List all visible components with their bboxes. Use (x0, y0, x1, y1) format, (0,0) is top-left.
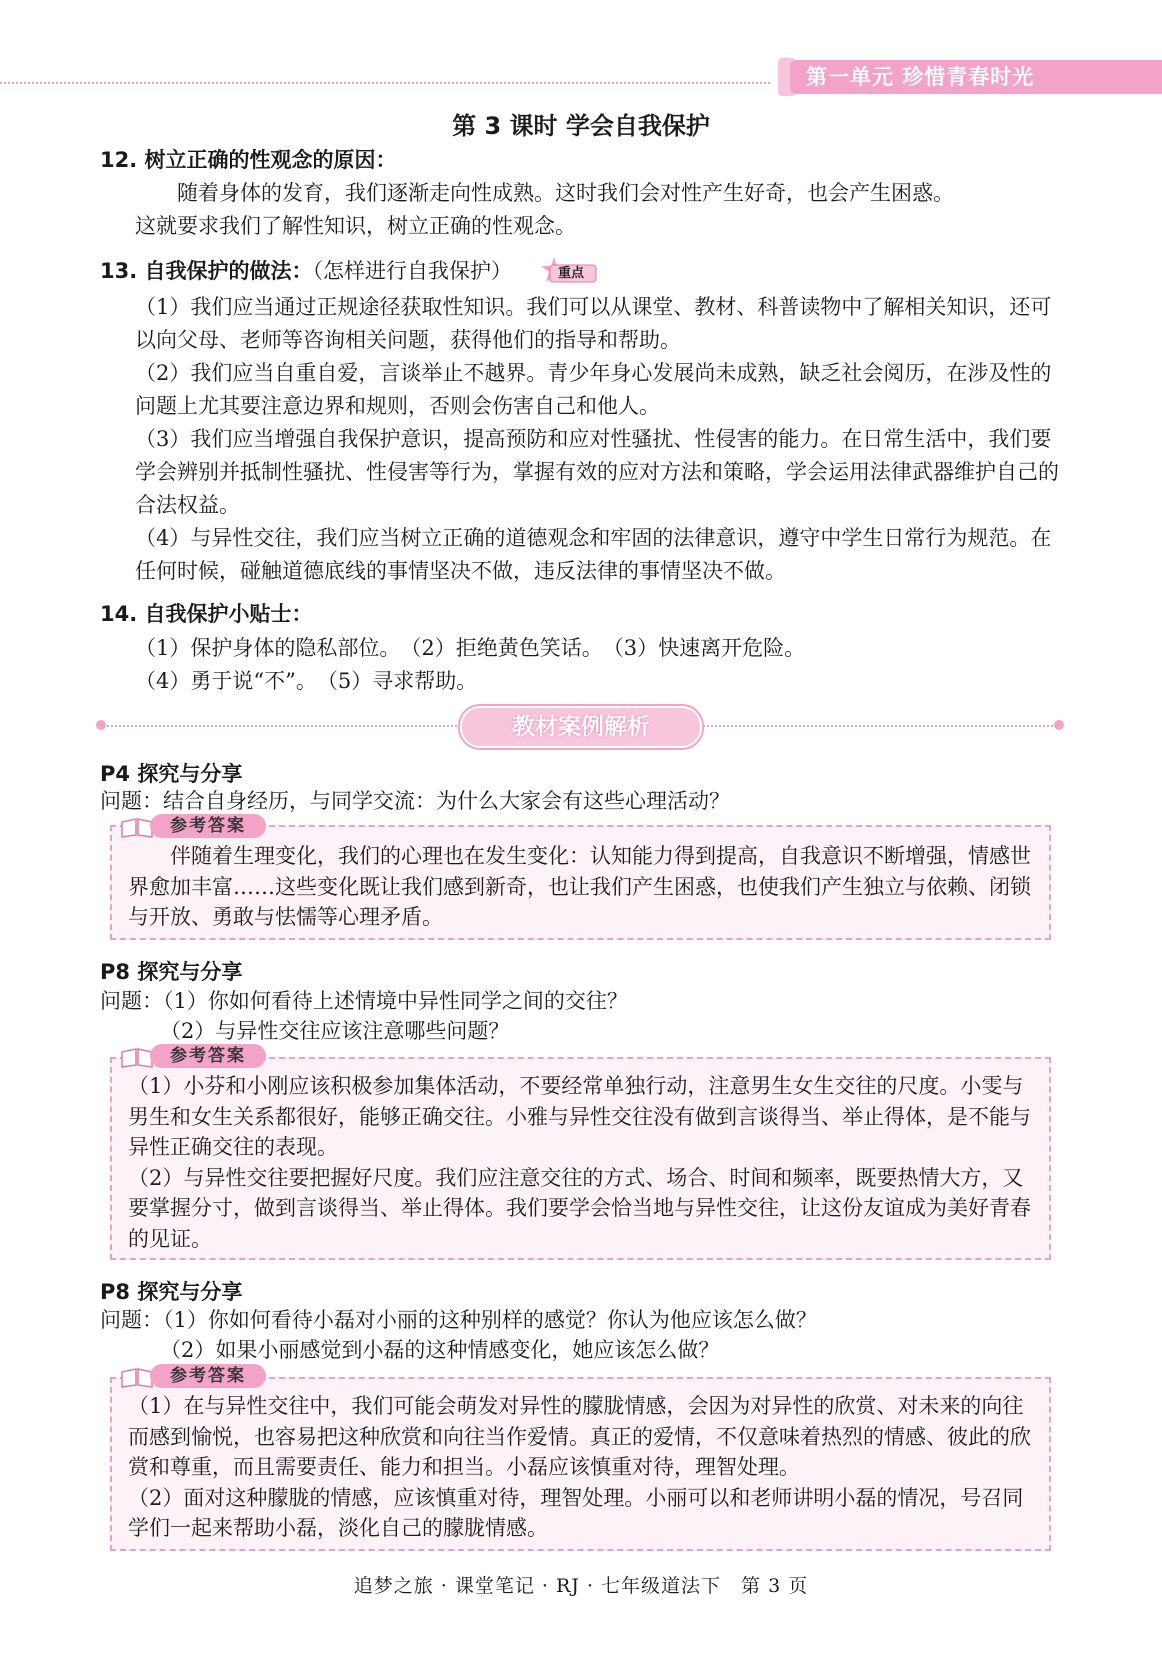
divider-label: 教材案例解析 (460, 706, 702, 748)
book-icon (120, 1366, 154, 1388)
case-1-answer: 伴随着生理变化，我们的心理也在发生变化：认知能力得到提高，自我意识不断增强，情感世界愈加丰富……这些变化既让我们感到新奇，也让我们产生困惑，也使我们产生独立与依赖、闭锁与开放、勇敢与怯懦等心理矛盾。 (128, 844, 1031, 929)
unit-label: 第一单元 珍惜青春时光 (806, 65, 1035, 89)
badge-label: 重点 (558, 266, 585, 281)
case-3-question-2: （2）如果小丽感觉到小磊的这种情感变化，她应该怎么做？ (160, 1338, 720, 1362)
case-3-question-1: 问题：（1）你如何看待小磊对小丽的这种别样的感觉？你认为他应该怎么做？ (100, 1308, 817, 1332)
page-footer: 追梦之旅 · 课堂笔记 · RJ · 七年级道法下 第 3 页 (353, 1575, 809, 1597)
case-3-heading: P8 探究与分享 (100, 1280, 243, 1304)
case-2-question-2: （2）与异性交往应该注意哪些问题？ (160, 1019, 510, 1043)
section-14-heading: 14. 自我保护小贴士： (100, 602, 313, 626)
case-2-answer-box (110, 1057, 1051, 1260)
section-13-item-2: （2）我们应当自重自爱，言谈举止不越界。青少年身心发展尚未成熟，缺乏社会阅历，在涉及性的问题上尤其要注意边界和规则，否则会伤害自己和他人。 (135, 361, 1052, 418)
case-3-answer-2: （2）面对这种朦胧的情感，应该慎重对待，理智处理。小丽可以和老师讲明小磊的情况，号召同学们一起来帮助小磊，淡化自己的朦胧情感。 (128, 1485, 1024, 1540)
divider-dot-left (96, 720, 106, 730)
section-12-line: 随着身体的发育，我们逐渐走向性成熟。这时我们会对性产生好奇，也会产生困惑。 (177, 181, 954, 205)
divider-dot-right (1054, 720, 1064, 730)
key-point-badge (540, 256, 590, 284)
case-3-answer-box (110, 1377, 1051, 1551)
case-1-heading: P4 探究与分享 (100, 762, 243, 786)
case-3-answer-1: （1）在与异性交往中，我们可能会萌发对异性的朦胧情感，会因为对异性的欣赏、对未来的向往而感到愉悦，也容易把这种欣赏和向往当作爱情。真正的爱情，不仅意味着热烈的情感、彼此的欣赏和尊重，而且需要责任、能力和担当。小磊应该慎重对待，理智处理。 (128, 1394, 1031, 1479)
section-13-heading-note: （怎样进行自我保护） (312, 259, 513, 283)
section-12-body-2 (135, 210, 1060, 243)
case-2-heading: P8 探究与分享 (100, 960, 243, 984)
section-13-heading-text: 13. 自我保护的做法： (100, 259, 313, 283)
section-12-body (135, 177, 1060, 210)
case-2-question-1: 问题：（1）你如何看待上述情境中异性同学之间的交往？ (100, 989, 628, 1013)
book-icon (120, 816, 154, 838)
section-14-line-1: （1）保护身体的隐私部位。 （2）拒绝黄色笑话。 （3）快速离开危险。 (135, 636, 806, 660)
section-13-item-1: （1）我们应当通过正规途径获取性知识。我们可以从课堂、教材、科普读物中了解相关知识，还可以向父母、老师等咨询相关问题，获得他们的指导和帮助。 (135, 295, 1052, 352)
case-1-answer-box (110, 825, 1051, 940)
header-rule (0, 82, 770, 84)
section-13-heading (100, 255, 512, 285)
case-2-answer-2: （2）与异性交往要把握好尺度。我们应注意交往的方式、场合、时间和频率，既要热情大方，又要掌握分寸，做到言谈得当、举止得体。我们要学会恰当地与异性交往，让这份友谊成为美好青春的见证。 (128, 1165, 1031, 1251)
answer-tag: 参考答案 (150, 1044, 266, 1068)
answer-tag: 参考答案 (150, 1364, 266, 1388)
answer-tag: 参考答案 (150, 814, 266, 838)
lesson-title: 第 3 课时 学会自我保护 (452, 112, 710, 140)
case-1-question: 问题：结合自身经历，与同学交流：为什么大家会有这些心理活动？ (100, 789, 730, 813)
book-icon (120, 1046, 154, 1068)
section-13-item-3: （3）我们应当增强自我保护意识，提高预防和应对性骚扰、性侵害的能力。在日常生活中，我们要学会辨别并抵制性骚扰、性侵害等行为，掌握有效的应对方法和策略，学会运用法律武器维护自己的合法权益。 (135, 427, 1059, 517)
case-2-answer-1: （1）小芬和小刚应该积极参加集体活动，不要经常单独行动，注意男生女生交往的尺度。小雯与男生和女生关系都很好，能够正确交往。小雅与异性交往没有做到言谈得当、举止得体，是不能与异性正确交往的表现。 (128, 1074, 1031, 1159)
section-12-heading: 12. 树立正确的性观念的原因： (100, 148, 397, 172)
section-12-line: 这就要求我们了解性知识，树立正确的性观念。 (135, 214, 576, 238)
section-13-item-4: （4）与异性交往，我们应当树立正确的道德观念和牢固的法律意识，遵守中学生日常行为规范。在任何时候，碰触道德底线的事情坚决不做，违反法律的事情坚决不做。 (135, 526, 1052, 583)
section-14-line-2: （4）勇于说“不”。 （5）寻求帮助。 (135, 669, 478, 693)
